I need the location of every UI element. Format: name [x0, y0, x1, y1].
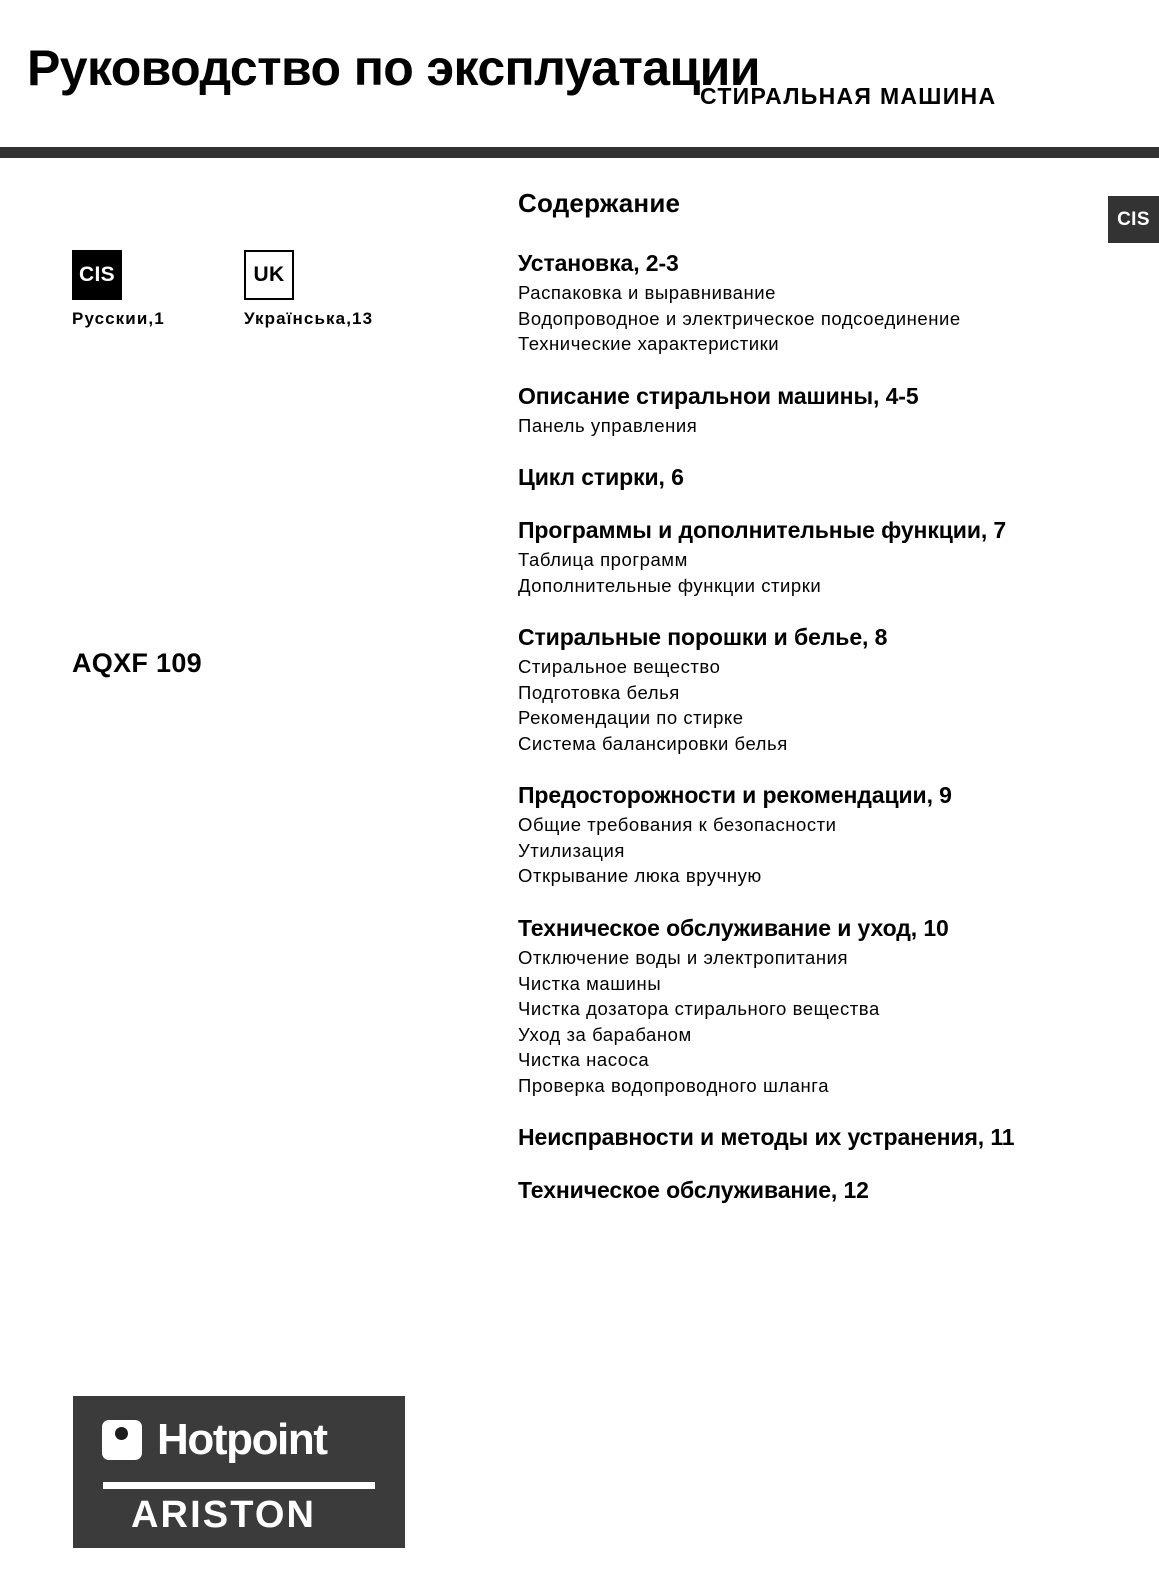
brand-logo-divider	[103, 1482, 375, 1489]
page-subtitle: СТИРАЛЬНАЯ МАШИНА	[700, 83, 997, 109]
language-caption-uk: Українська,13	[244, 309, 374, 328]
toc-sub-item[interactable]: Система балансировки белья	[518, 732, 788, 754]
model-code: AQXF 109	[72, 648, 202, 678]
toc-sub-item[interactable]: Общие требования к безопасности	[518, 814, 837, 836]
language-block-cis	[72, 250, 165, 329]
toc-section-title[interactable]: Установка, 2-3	[518, 250, 679, 276]
toc-sub-item[interactable]: Чистка дозатора стирального вещества	[518, 998, 880, 1020]
language-caption-cis: Русскии,1	[72, 309, 165, 328]
toc-sub-item[interactable]: Водопроводное и электрическое подсоединение	[518, 307, 961, 329]
brand-wordmark: Hotpoint	[157, 1415, 327, 1464]
toc-section	[518, 781, 1118, 889]
toc-sub-item[interactable]: Дополнительные функции стирки	[518, 574, 822, 596]
toc-sub-item[interactable]: Рекомендации по стирке	[518, 707, 744, 729]
toc-section-title[interactable]: Стиральные порошки и белье, 8	[518, 624, 888, 651]
toc-sub-item[interactable]: Стиральное вещество	[518, 656, 721, 678]
brand-subbrand: ARISTON	[131, 1494, 317, 1536]
toc-section-title[interactable]: Техническое обслуживание, 12	[518, 1177, 869, 1204]
toc-sub-item[interactable]: Подготовка белья	[518, 681, 680, 703]
toc-sub-item[interactable]: Отключение воды и электропитания	[518, 947, 849, 969]
toc-sub-item[interactable]: Технические характеристики	[518, 333, 780, 355]
toc-section	[518, 463, 1118, 491]
table-of-contents-sections	[518, 249, 1118, 1204]
toc-section	[518, 1176, 1118, 1204]
toc-sub-item[interactable]: Распаковка и выравнивание	[518, 282, 776, 304]
header-divider	[0, 147, 1159, 158]
toc-section-title[interactable]: Цикл стирки, 6	[518, 464, 684, 491]
toc-section-title[interactable]: Предосторожности и рекомендации, 9	[518, 782, 952, 809]
language-badge-uk: UK	[244, 250, 294, 300]
table-of-contents	[518, 188, 1118, 1207]
toc-section-title[interactable]: Описание стиральнои машины, 4-5	[518, 382, 919, 409]
language-edge-tab-cis: CIS	[1108, 196, 1159, 243]
toc-sub-item[interactable]: Чистка машины	[518, 972, 662, 994]
toc-sub-item[interactable]: Чистка насоса	[518, 1049, 650, 1071]
toc-sub-item[interactable]: Проверка водопроводного шланга	[518, 1074, 830, 1096]
toc-sub-item[interactable]: Открывание люка вручную	[518, 865, 762, 887]
brand-logo	[73, 1396, 405, 1548]
toc-section-title[interactable]: Программы и дополнительные функции, 7	[518, 517, 1007, 544]
toc-section	[518, 382, 1118, 439]
language-block-uk	[244, 250, 373, 329]
toc-sub-item[interactable]: Утилизация	[518, 839, 625, 861]
toc-section	[518, 516, 1118, 598]
toc-sub-item[interactable]: Уход за барабаном	[518, 1023, 692, 1045]
page-title: Руководство по эксплуатации	[27, 39, 760, 96]
table-of-contents-title: Содержание	[518, 188, 681, 218]
toc-section	[518, 914, 1118, 1098]
toc-section	[518, 1123, 1118, 1151]
toc-section-title[interactable]: Техническое обслуживание и уход, 10	[518, 914, 949, 941]
language-badge-cis: CIS	[72, 250, 122, 300]
brand-logo-row	[102, 1415, 327, 1464]
toc-sub-item[interactable]: Таблица программ	[518, 549, 688, 571]
toc-section	[518, 249, 1118, 357]
washing-machine-icon	[102, 1420, 142, 1460]
toc-sub-item[interactable]: Панель управления	[518, 414, 698, 436]
toc-section	[518, 623, 1118, 756]
toc-section-title[interactable]: Неисправности и методы их устранения, 11	[518, 1124, 1015, 1151]
